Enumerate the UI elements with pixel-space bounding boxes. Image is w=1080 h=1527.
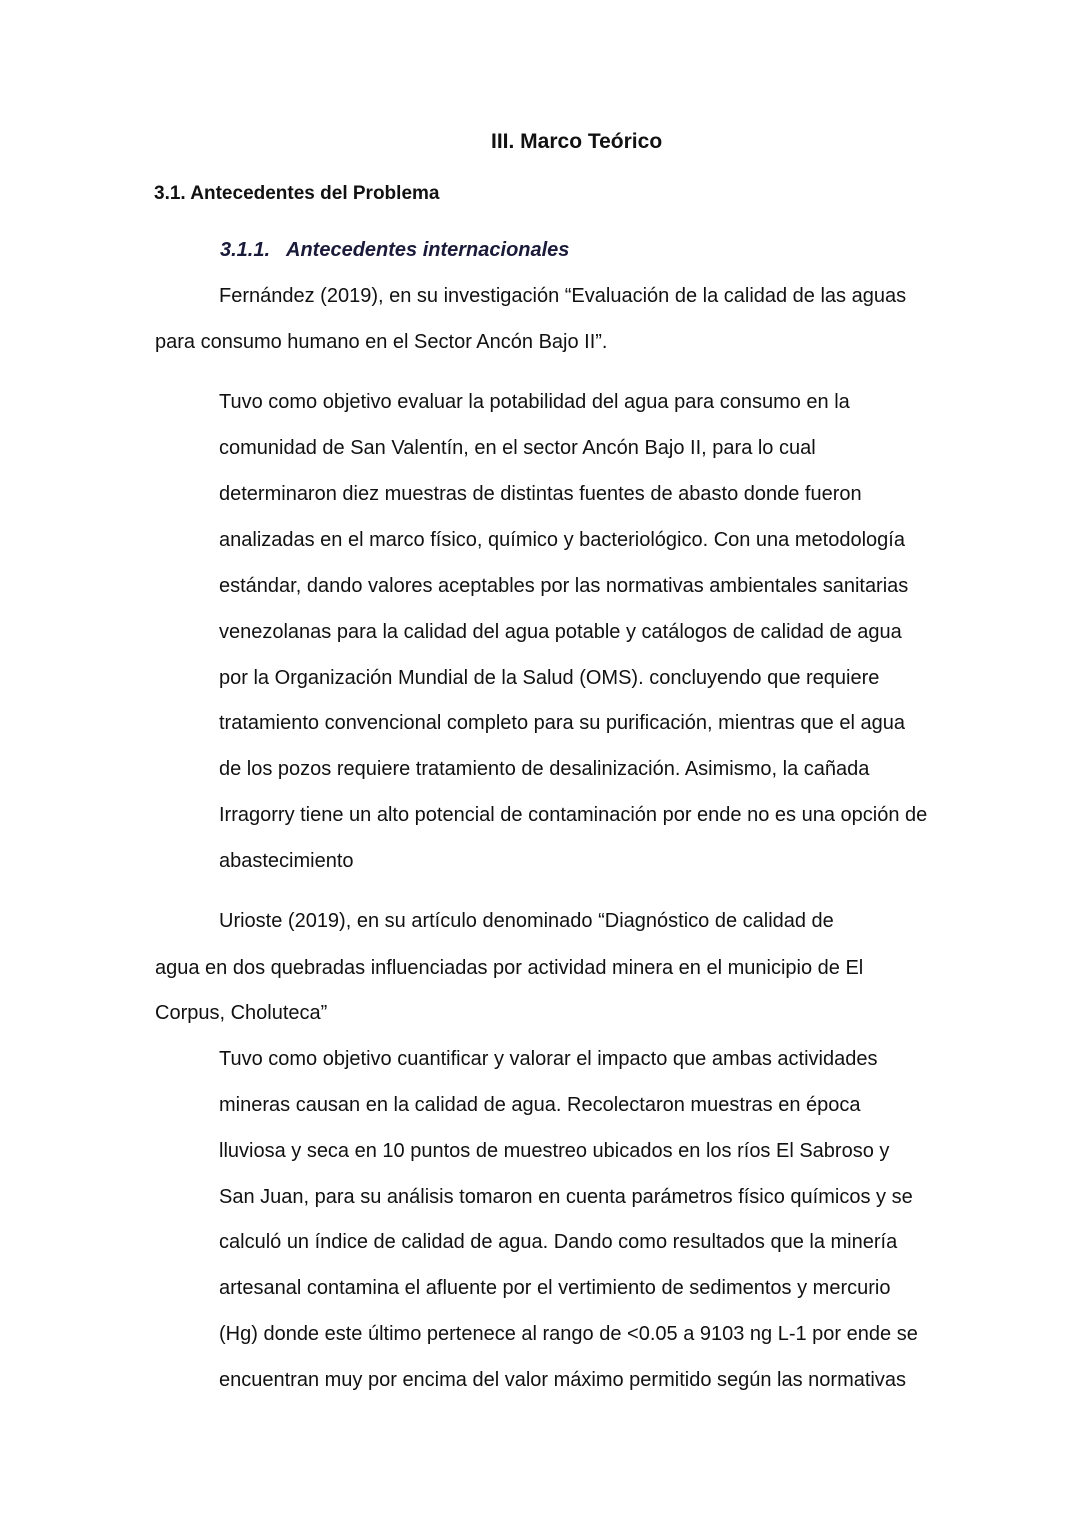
summary-line: encuentran muy por encima del valor máximo permitido según las normativas — [219, 1369, 906, 1391]
summary-line: venezolanas para la calidad del agua potable y catálogos de calidad de agua — [219, 621, 902, 643]
section-heading — [154, 182, 439, 206]
section-number: 3.1. — [154, 183, 186, 204]
summary-line: Irragorry tiene un alto potencial de contaminación por ende no es una opción de — [219, 804, 928, 826]
citation-line: Fernández (2019), en su investigación “Evaluación de la calidad de las aguas — [219, 285, 907, 307]
summary-line: de los pozos requiere tratamiento de desalinización. Asimismo, la cañada — [219, 758, 870, 780]
summary-line: estándar, dando valores aceptables por las normativas ambientales sanitarias — [219, 575, 909, 597]
citation-line: Corpus, Choluteca” — [155, 1002, 328, 1024]
section-title: Antecedentes del Problema — [190, 183, 440, 204]
summary-line: abastecimiento — [219, 850, 354, 872]
citation-line: para consumo humano en el Sector Ancón Bajo II”. — [155, 331, 608, 353]
subsection-number: 3.1.1. — [220, 239, 271, 261]
chapter-title: III. Marco Teórico — [491, 130, 663, 153]
summary-line: comunidad de San Valentín, en el sector Ancón Bajo II, para lo cual — [219, 437, 816, 459]
summary-line: analizadas en el marco físico, químico y bacteriológico. Con una metodología — [219, 529, 905, 551]
subsection-heading — [220, 238, 569, 262]
summary-line: calculó un índice de calidad de agua. Dando como resultados que la minería — [219, 1231, 898, 1253]
citation-line: agua en dos quebradas influenciadas por actividad minera en el municipio de El — [155, 957, 864, 979]
summary-line: mineras causan en la calidad de agua. Recolectaron muestras en época — [219, 1094, 861, 1116]
citation-line: Urioste (2019), en su artículo denominado “Diagnóstico de calidad de — [219, 910, 834, 932]
summary-line: artesanal contamina el afluente por el vertimiento de sedimentos y mercurio — [219, 1277, 891, 1299]
summary-line: Tuvo como objetivo evaluar la potabilidad del agua para consumo en la — [219, 391, 850, 413]
summary-line: determinaron diez muestras de distintas fuentes de abasto donde fueron — [219, 483, 862, 505]
summary-line: San Juan, para su análisis tomaron en cuenta parámetros físico químicos y se — [219, 1186, 913, 1208]
summary-line: por la Organización Mundial de la Salud (OMS). concluyendo que requiere — [219, 667, 880, 689]
summary-line: tratamiento convencional completo para su purificación, mientras que el agua — [219, 712, 905, 734]
subsection-title: Antecedentes internacionales — [286, 239, 570, 261]
summary-line: lluviosa y seca en 10 puntos de muestreo ubicados en los ríos El Sabroso y — [219, 1140, 890, 1162]
summary-line: (Hg) donde este último pertenece al rango de <0.05 a 9103 ng L-1 por ende se — [219, 1323, 918, 1345]
summary-line: Tuvo como objetivo cuantificar y valorar el impacto que ambas actividades — [219, 1048, 878, 1070]
